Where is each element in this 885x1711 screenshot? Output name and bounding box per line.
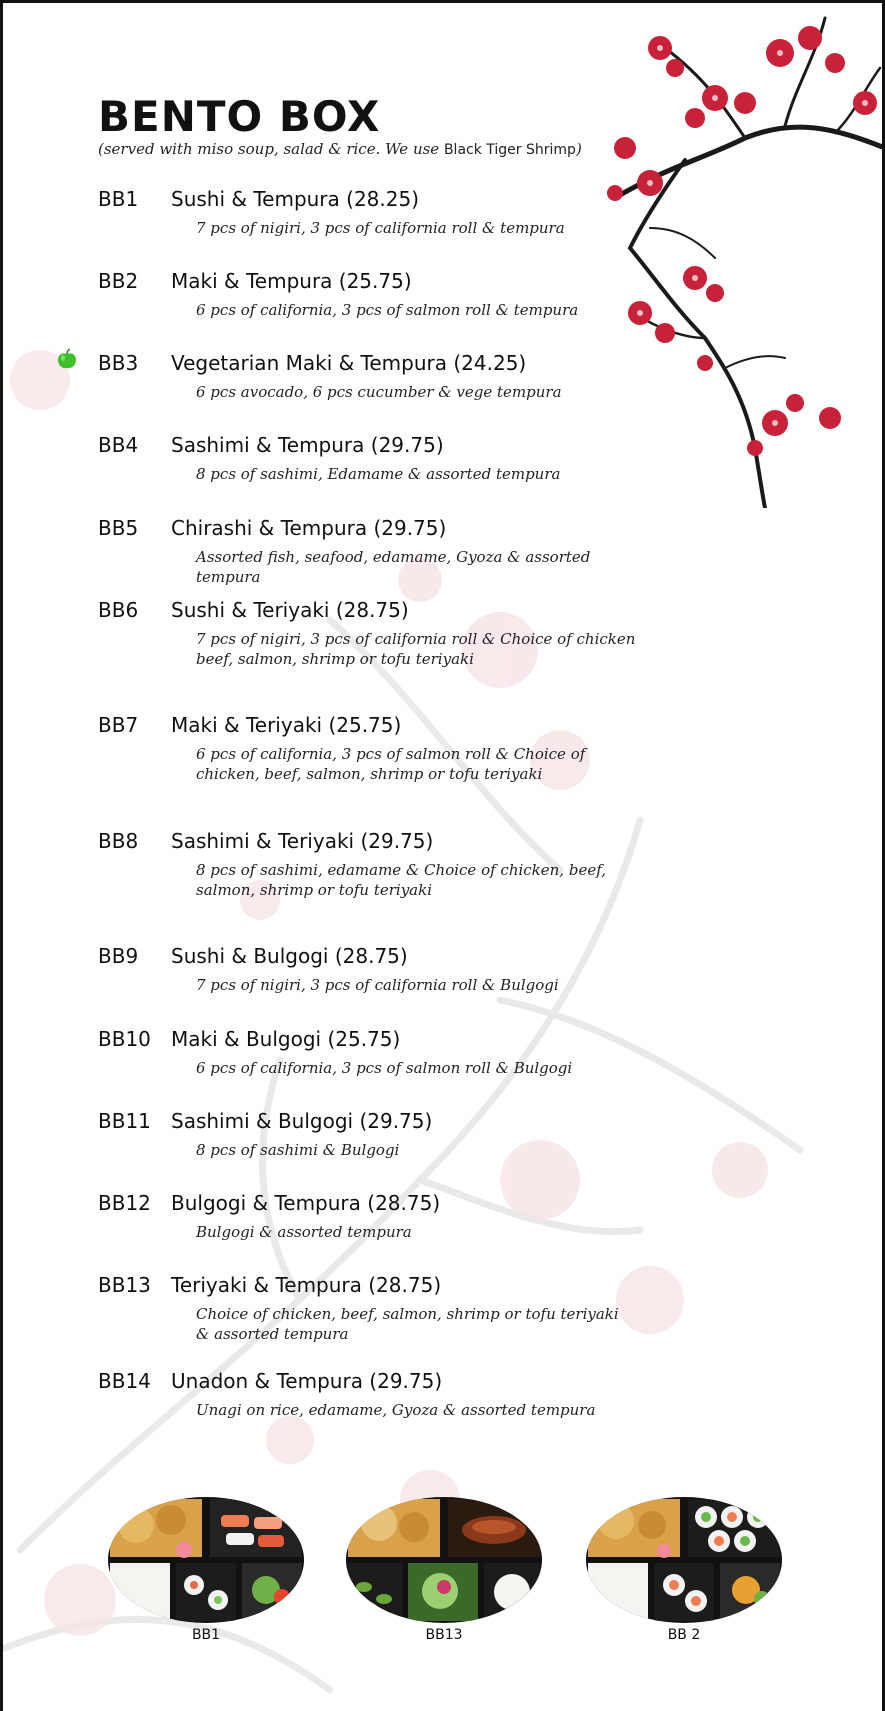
item-code: BB3 <box>98 351 139 375</box>
item-name: Maki & Tempura (25.75) <box>171 269 412 293</box>
item-name: Maki & Bulgogi (25.75) <box>171 1027 401 1051</box>
item-description: 6 pcs of california, 3 pcs of salmon roll & Bulgogi <box>196 1059 573 1077</box>
bento-photo-bb1 <box>106 1495 306 1625</box>
item-code: BB9 <box>98 944 139 968</box>
item-description: 7 pcs of nigiri, 3 pcs of california roll & tempura <box>196 219 565 237</box>
item-description: Choice of chicken, beef, salmon, shrimp or tofu teriyaki & assorted tempura <box>196 1305 619 1343</box>
item-name: Teriyaki & Tempura (28.75) <box>171 1273 442 1297</box>
photo-caption: BB1 <box>191 1627 221 1643</box>
item-description: 6 pcs of california, 3 pcs of salmon roll & tempura <box>196 301 579 319</box>
item-name: Unadon & Tempura (29.75) <box>171 1369 443 1393</box>
item-name: Sashimi & Bulgogi (29.75) <box>171 1109 433 1133</box>
photo-caption: BB 2 <box>667 1627 701 1643</box>
item-description: 8 pcs of sashimi, Edamame & assorted tempura <box>196 465 561 483</box>
item-code: BB12 <box>98 1191 151 1215</box>
item-code: BB4 <box>98 433 139 457</box>
item-description: 7 pcs of nigiri, 3 pcs of california roll & Bulgogi <box>196 976 559 994</box>
item-name: Sushi & Tempura (28.25) <box>171 187 420 211</box>
item-description: Bulgogi & assorted tempura <box>196 1223 412 1241</box>
item-code: BB8 <box>98 829 139 853</box>
green-apple-icon <box>56 349 78 371</box>
item-code: BB10 <box>98 1027 151 1051</box>
menu-title: BENTO BOX <box>98 92 381 141</box>
item-code: BB13 <box>98 1273 151 1297</box>
subtitle-close: ) <box>575 140 582 158</box>
menu-subtitle <box>98 140 582 158</box>
subtitle-text: (served with miso soup, salad & rice. We use <box>98 140 444 158</box>
item-name: Chirashi & Tempura (29.75) <box>171 516 447 540</box>
item-code: BB14 <box>98 1369 151 1393</box>
item-name: Sashimi & Tempura (29.75) <box>171 433 444 457</box>
item-name: Vegetarian Maki & Tempura (24.25) <box>171 351 527 375</box>
item-code: BB5 <box>98 516 139 540</box>
item-code: BB6 <box>98 598 139 622</box>
item-description: Unagi on rice, edamame, Gyoza & assorted tempura <box>196 1401 596 1419</box>
item-description: 8 pcs of sashimi, edamame & Choice of chicken, beef, salmon, shrimp or tofu teriyaki <box>196 861 606 899</box>
item-code: BB1 <box>98 187 139 211</box>
item-description: 7 pcs of nigiri, 3 pcs of california roll & Choice of chicken beef, salmon, shrimp or tofu teriyaki <box>196 630 636 668</box>
bento-photo-bb13 <box>344 1495 544 1625</box>
item-name: Sashimi & Teriyaki (29.75) <box>171 829 434 853</box>
item-description: 8 pcs of sashimi & Bulgogi <box>196 1141 400 1159</box>
item-description: 6 pcs avocado, 6 pcs cucumber & vege tempura <box>196 383 562 401</box>
item-name: Maki & Teriyaki (25.75) <box>171 713 402 737</box>
cherry-blossom-branch-illustration <box>595 8 885 508</box>
photo-caption: BB13 <box>425 1627 463 1643</box>
item-name: Bulgogi & Tempura (28.75) <box>171 1191 441 1215</box>
item-code: BB7 <box>98 713 139 737</box>
item-description: 6 pcs of california, 3 pcs of salmon roll & Choice of chicken, beef, salmon, shrimp or tofu teriyaki <box>196 745 586 783</box>
bento-photo-bb2 <box>584 1495 784 1625</box>
item-name: Sushi & Bulgogi (28.75) <box>171 944 408 968</box>
item-description: Assorted fish, seafood, edamame, Gyoza & assorted tempura <box>196 548 591 586</box>
item-code: BB2 <box>98 269 139 293</box>
item-code: BB11 <box>98 1109 151 1133</box>
subtitle-shrimp-text: Black Tiger Shrimp <box>443 142 576 158</box>
item-name: Sushi & Teriyaki (28.75) <box>171 598 409 622</box>
